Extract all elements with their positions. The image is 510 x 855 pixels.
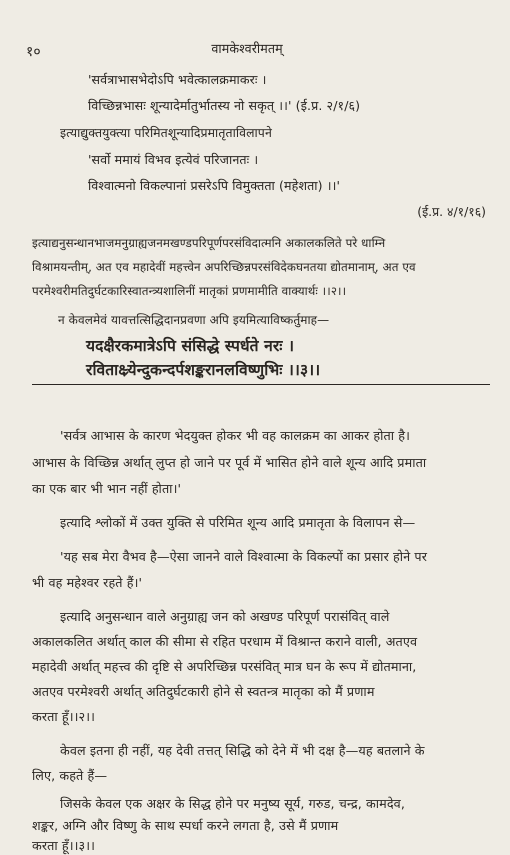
page-number: १० [26,44,41,60]
sanskrit-intro-2: इत्याद्युक्तयुक्त्या परिमितशून्यादिप्रमातृताविलापने [60,125,272,140]
hindi-para-6-line-1: जिसके केवल एक अक्षर के सिद्ध होने पर मनुष्य सूर्य, गरुड, चन्द्र, कामदेव, [60,796,405,811]
verse-quote-1-line-1: 'सर्वत्राभासभेदोऽपि भवेत्कालक्रमाकरः । [88,72,267,87]
hindi-para-1-line-2: आभास के विच्छिन्न अर्थात् लुप्त हो जाने पर पूर्व में भासित होने वाले शून्य आदि प्रमाता [32,455,427,470]
hindi-para-4-line-5: करता हूँ।।२।। [32,709,96,724]
sanskrit-commentary-line-3: परमेश्वरीमतिदुर्घटकारिस्वातन्त्र्यशालिनीं मातृकां प्रणमामीति वाक्यार्थः ।।२।। [32,284,347,298]
hindi-para-6-line-2: शङ्कर, अग्नि और विष्णु के साथ स्पर्धा करने लगता है, उसे मैं प्रणाम [32,818,339,833]
verse-quote-2-line-2: विश्वात्मनो विकल्पानां प्रसरेऽपि विमुक्तता (महेशता) ।।' [88,178,341,193]
hindi-para-6-line-3: करता हूँ।।३।। [32,838,96,853]
main-verse-line-2: रविताक्ष्र्येन्दुकन्दर्पशङ्करानलविष्णुभिः ।।३।। [86,361,321,379]
hindi-para-1-line-1: 'सर्वत्र आभास के कारण भेदयुक्त होकर भी वह कालक्रम का आकर होता है। [60,428,410,443]
hindi-para-5-line-1: केवल इतना ही नहीं, यह देवी तत्तत् सिद्धि को देने में भी दक्ष है—यह बतलाने के [60,743,425,758]
sanskrit-commentary-line-1: इत्याद्यनुसन्धानभाजमनुग्राह्यजनमखण्डपरिपूर्णपरसंविदात्मनि अकालकलिते परे धाम्नि [32,236,386,250]
sanskrit-intro-3: न केवलमेवं यावत्तत्सिद्धिदानप्रवणा अपि इयमित्याविष्कर्तुमाह— [58,313,330,327]
sanskrit-commentary-line-2: विश्रामयन्तीम्, अत एव महादेवीं महत्त्वेन अपरिच्छिन्नपरसंविदेकघनतया द्योतमानाम्, अत एव [32,260,416,274]
main-verse-line-1: यदक्षैरकमात्रेऽपि संसिद्धे स्पर्धते नरः । [86,337,295,355]
verse-quote-2-reference: (ई.प्र. ४/१/१६) [417,204,486,219]
hindi-para-4-line-4: अतएव परमेश्वरी अर्थात् अतिदुर्घटकारी होने से स्वतन्त्र मातृका को मैं प्रणाम [32,684,375,699]
hindi-para-2-line-1: इत्यादि श्लोकों में उक्त युक्ति से परिमित शून्य आदि प्रमातृता के विलापन से— [60,515,416,530]
verse-quote-2-line-1: 'सर्वो ममायं विभव इत्येवं परिजानतः । [88,152,259,167]
hindi-para-5-line-2: लिए, कहते हैं— [32,768,108,783]
hindi-para-3-line-1: 'यह सब मेरा वैभव है—ऐसा जानने वाले विश्वात्मा के विकल्पों का प्रसार होने पर [60,549,427,564]
verse-quote-1-line-2: विच्छिन्नभासः शून्यादेर्मातुर्भातस्य नो सकृत् ।।' (ई.प्र. २/१/६) [88,98,361,113]
hindi-para-3-line-2: भी वह महेश्वर रहते हैं।' [32,575,143,590]
hindi-para-4-line-1: इत्यादि अनुसन्धान वाले अनुग्राह्य जन को अखण्ड परिपूर्ण परासंवित् वाले [60,609,390,624]
hindi-para-1-line-3: का एक बार भी भान नहीं होता।' [32,481,182,496]
section-divider [32,384,490,385]
hindi-para-4-line-2: अकालकलित अर्थात् काल की सीमा से रहित परधाम में विश्रान्त कराने वाली, अतएव [32,634,418,649]
running-title: वामकेश्वरीमतम् [211,42,283,57]
hindi-para-4-line-3: महादेवी अर्थात् महत्त्व की दृष्टि से अपरिच्छिन्न परसंवित् मात्र घन के रूप में द्योतमाना, [32,659,417,674]
